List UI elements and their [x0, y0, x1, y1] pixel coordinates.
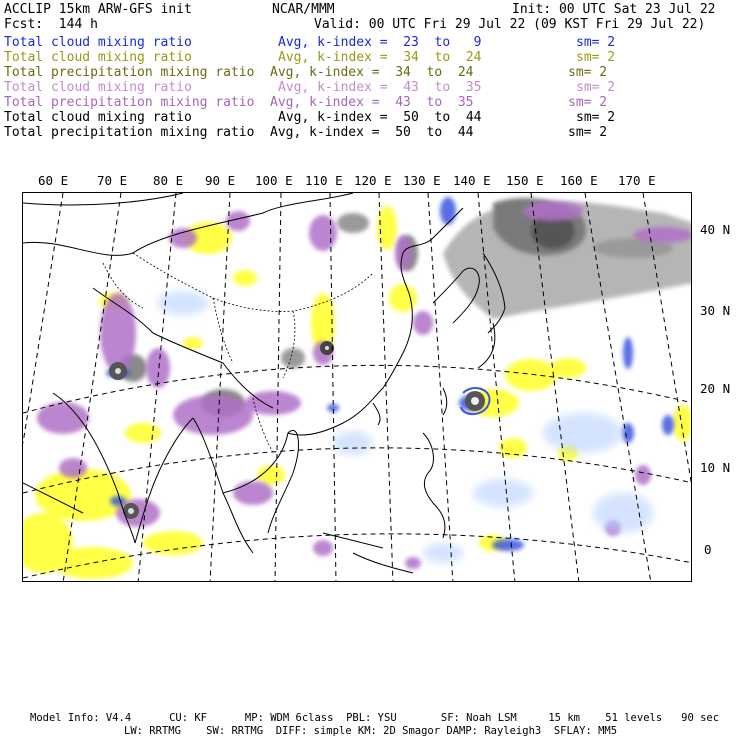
lon-label-90e: 90 E: [205, 173, 236, 188]
legend-row-7-avg: Avg, k-index = 50 to 44: [270, 125, 474, 140]
forecast-map: [23, 193, 692, 582]
map-panel: [22, 192, 692, 582]
legend-row-6-sm: sm= 2: [576, 110, 616, 125]
center-title: NCAR/MMM: [272, 2, 335, 17]
legend-row-4-field: Total cloud mixing ratio: [4, 80, 192, 95]
lon-label-120e: 120 E: [354, 173, 392, 188]
lon-label-80e: 80 E: [153, 173, 184, 188]
lat-label-10n: 10 N: [700, 460, 731, 475]
lon-label-70e: 70 E: [97, 173, 128, 188]
legend-row-5-field: Total precipitation mixing ratio: [4, 95, 255, 110]
lat-label-30n: 30 N: [700, 303, 731, 318]
legend-row-7-field: Total precipitation mixing ratio: [4, 125, 255, 140]
lon-label-110e: 110 E: [305, 173, 343, 188]
lon-label-60e: 60 E: [38, 173, 69, 188]
legend-row-4-sm: sm= 2: [576, 80, 616, 95]
footer-model-info-line2: LW: RRTMG SW: RRTMG DIFF: simple KM: 2D Smagor DAMP: Rayleigh3 SFLAY: MM5: [124, 725, 618, 737]
footer-model-info-line1: Model Info: V4.4 CU: KF MP: WDM 6class PBL: YSU SF: Noah LSM 15 km 51 levels 90 sec: [30, 712, 720, 724]
init-time: Init: 00 UTC Sat 23 Jul 22: [512, 2, 716, 17]
valid-time: Valid: 00 UTC Fri 29 Jul 22 (09 KST Fri 29 Jul 22): [314, 17, 706, 32]
legend-row-3-field: Total precipitation mixing ratio: [4, 65, 255, 80]
lat-label-20n: 20 N: [700, 381, 731, 396]
legend-row-5-avg: Avg, k-index = 43 to 35: [270, 95, 474, 110]
lon-label-170e: 170 E: [618, 173, 656, 188]
legend-row-2-avg: Avg, k-index = 34 to 24: [278, 50, 482, 65]
legend-row-7-sm: sm= 2: [568, 125, 608, 140]
legend-row-3-avg: Avg, k-index = 34 to 24: [270, 65, 474, 80]
legend-row-6-field: Total cloud mixing ratio: [4, 110, 192, 125]
lat-label-40n: 40 N: [700, 222, 731, 237]
legend-row-2-sm: sm= 2: [576, 50, 616, 65]
lat-label-0: 0: [704, 542, 712, 557]
forecast-hour: Fcst: 144 h: [4, 17, 98, 32]
legend-row-5-sm: sm= 2: [568, 95, 608, 110]
lon-label-150e: 150 E: [506, 173, 544, 188]
legend-row-4-avg: Avg, k-index = 43 to 35: [278, 80, 482, 95]
legend-row-2-field: Total cloud mixing ratio: [4, 50, 192, 65]
legend-row-1-sm: sm= 2: [576, 35, 616, 50]
legend-row-3-sm: sm= 2: [568, 65, 608, 80]
lon-label-130e: 130 E: [403, 173, 441, 188]
cyclone-india: [109, 362, 127, 380]
lon-label-140e: 140 E: [453, 173, 491, 188]
lon-label-100e: 100 E: [255, 173, 293, 188]
legend-row-6-avg: Avg, k-index = 50 to 44: [278, 110, 482, 125]
model-title: ACCLIP 15km ARW-GFS init: [4, 2, 192, 17]
legend-row-1-field: Total cloud mixing ratio: [4, 35, 192, 50]
legend-row-1-avg: Avg, k-index = 23 to 9: [278, 35, 482, 50]
lon-label-160e: 160 E: [560, 173, 598, 188]
